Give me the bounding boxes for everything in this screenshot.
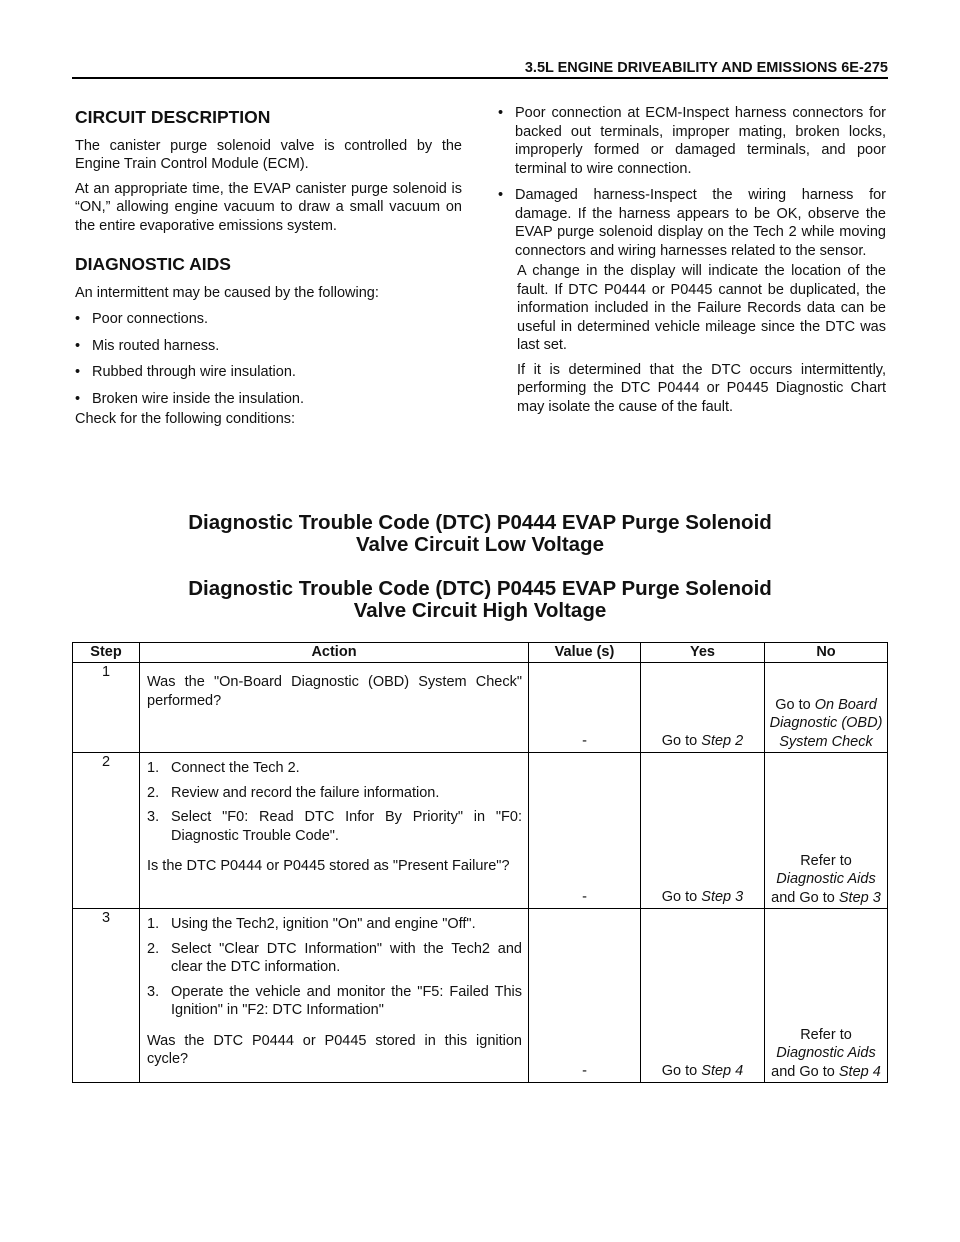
list-item: 3. Select "F0: Read DTC Infor By Priority" in "F0: Diagnostic Trouble Code". [147,809,522,844]
list-item: 1. Connect the Tech 2. [147,760,300,776]
step-link[interactable]: Step 4 [838,1063,881,1080]
list-item: 2. Review and record the failure information. [147,784,440,801]
diagnostic-aids-link[interactable]: Diagnostic Aids [776,871,876,887]
step-link[interactable]: Step 3 [838,889,881,906]
no-cell: Go to On Board Diagnostic (OBD) System Check [765,663,888,753]
left-column [75,108,462,435]
yes-cell: Go to Step 3 [641,753,765,909]
dtc-title-p0444-line1: Diagnostic Trouble Code (DTC) P0444 EVAP Purge Solenoid [188,511,772,534]
step-number: 2 [73,753,140,909]
header-rule [72,77,888,79]
action-cell [140,909,529,1083]
no-cell: Refer to Diagnostic Aids and Go to Step 3 [765,753,888,909]
action-question: Was the DTC P0444 or P0445 stored in this ignition cycle? [147,1032,522,1067]
action-question: Was the "On-Board Diagnostic (OBD) System Check" performed? [147,674,522,709]
dtc-title-p0444-line2: Valve Circuit Low Voltage [356,533,604,556]
table-row [73,753,888,909]
list-item: • Poor connection at ECM-Inspect harness connectors for backed out terminals, improper mating, broken locks, improperly formed or damaged terminals, and poor terminal to wire connection. [498,105,886,177]
col-header-no: No [765,643,888,663]
page-header: 3.5L ENGINE DRIVEABILITY AND EMISSIONS 6E-275 [524,60,888,76]
circuit-paragraph-1: The canister purge solenoid valve is controlled by the Engine Train Control Module (ECM). [75,137,462,172]
action-question: Is the DTC P0444 or P0445 stored as "Present Failure"? [147,858,510,874]
list-item: 3. Operate the vehicle and monitor the "F5: Failed This Ignition" in "F2: DTC Information" [147,983,522,1018]
col-header-step: Step [73,643,140,663]
col-header-yes: Yes [641,643,765,663]
right-column [498,104,886,422]
value-cell: - [529,909,641,1083]
step-link[interactable]: Step 4 [701,1062,744,1079]
table-row [73,663,888,753]
col-header-action: Action [140,643,529,663]
aids-intro: An intermittent may be caused by the following: [75,284,379,301]
dtc-title-p0445-line2: Valve Circuit High Voltage [353,599,607,622]
list-item: • Rubbed through wire insulation. [75,364,296,380]
circuit-description-heading: CIRCUIT DESCRIPTION [75,107,271,127]
action-cell [140,753,529,909]
yes-cell: Go to Step 4 [641,909,765,1083]
dtc-title-p0445-line1: Diagnostic Trouble Code (DTC) P0445 EVAP Purge Solenoid [188,577,772,600]
check-conditions: Check for the following conditions: [75,411,296,427]
table-row [73,909,888,1083]
step-link[interactable]: Step 3 [701,888,744,905]
list-item: • Poor connections. [75,311,209,327]
intermittent-paragraph: If it is determined that the DTC occurs intermittently, performing the DTC P0444 or P0445 Diagnostic Chart may isolate the cause of the fault. [517,361,886,415]
col-header-value: Value (s) [529,643,641,663]
diagnostic-table [72,642,888,1083]
action-cell [140,663,529,753]
step-link[interactable]: Step 2 [701,732,744,749]
list-item: • Mis routed harness. [75,337,220,354]
value-cell: - [529,753,641,909]
value-cell: - [529,663,641,753]
no-cell: Refer to Diagnostic Aids and Go to Step 4 [765,909,888,1083]
step-number: 1 [73,663,140,753]
list-item: 2. Select "Clear DTC Information" with the Tech2 and clear the DTC information. [147,940,522,975]
yes-cell: Go to Step 2 [641,663,765,753]
list-item: 1. Using the Tech2, ignition "On" and engine "Off". [147,916,476,932]
list-item: • Broken wire inside the insulation. [75,390,304,407]
list-item: • Damaged harness-Inspect the wiring harness for damage. If the harness appears to be OK, observe the EVAP purge solenoid display on the Tech 2 while moving connectors and wiring harnesses related to the sensor. [498,187,886,259]
obd-system-check-link[interactable]: On Board Diagnostic (OBD) System Check [769,696,883,750]
fault-location-paragraph: A change in the display will indicate the location of the fault. If DTC P0444 or P0445 cannot be duplicated, the information included in the Failure Records data can be useful in determined vehicle mileage since the DTC was last set. [517,263,886,353]
diagnostic-aids-heading: DIAGNOSTIC AIDS [75,254,231,274]
table-header-row [73,643,888,663]
diagnostic-aids-link[interactable]: Diagnostic Aids [776,1045,876,1061]
step-number: 3 [73,909,140,1083]
circuit-paragraph-2: At an appropriate time, the EVAP canister purge solenoid is “ON,” allowing engine vacuum to draw a small vacuum on the entire evaporative emissions system. [75,180,462,234]
